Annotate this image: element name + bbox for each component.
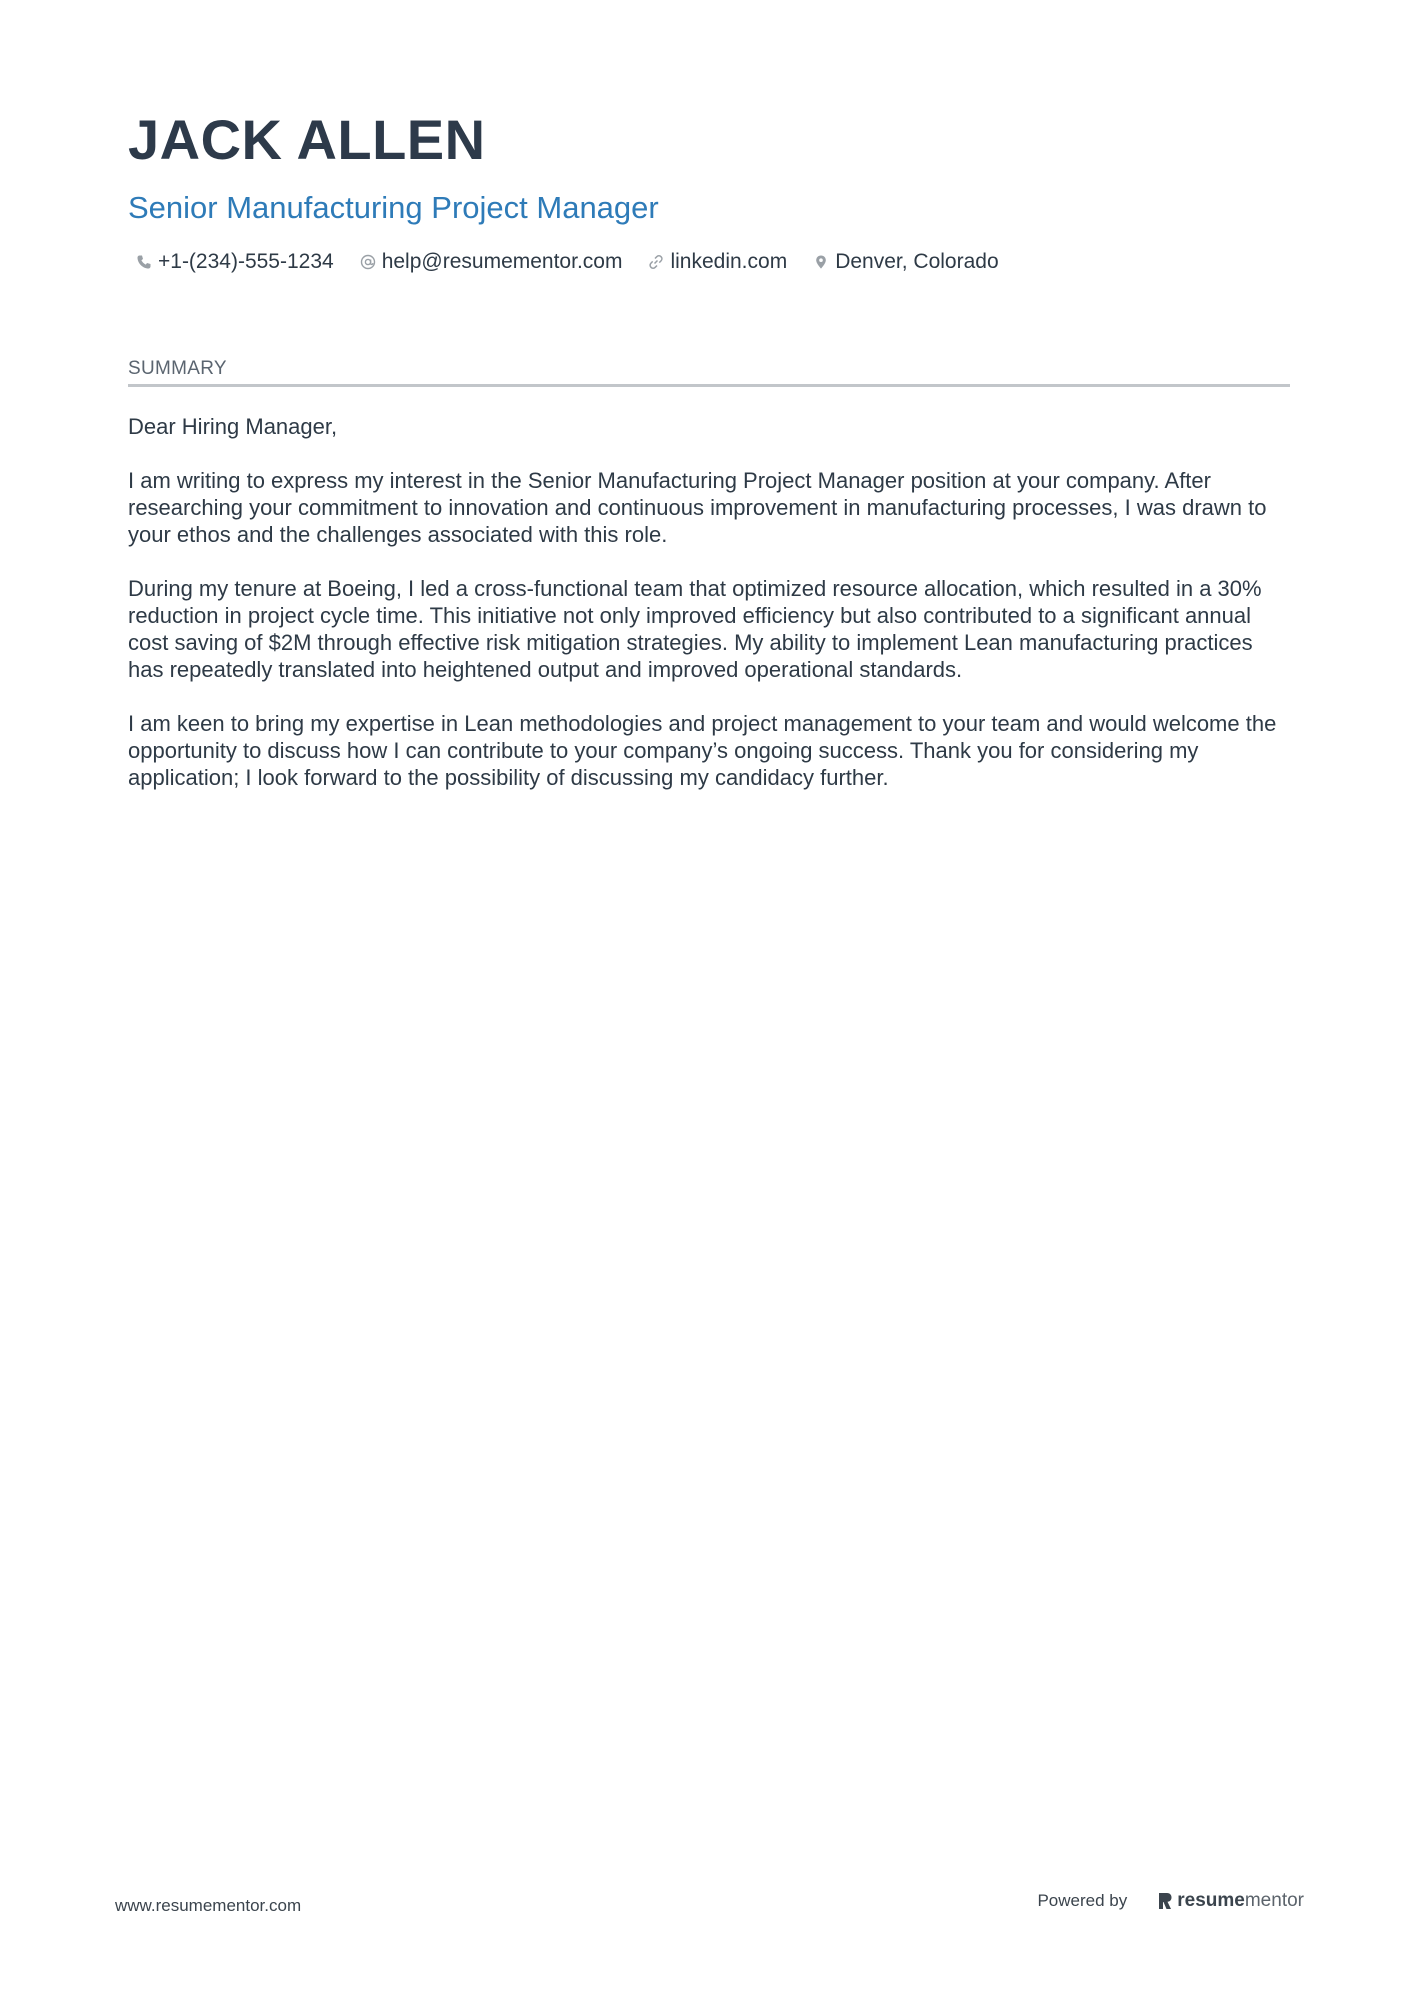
job-title: Senior Manufacturing Project Manager [128,190,659,225]
section-title-summary: SUMMARY [128,358,1290,387]
contact-location [813,250,998,274]
resume-page [128,108,1290,818]
cover-letter-body [128,413,1290,791]
powered-by-label: Powered by [1037,1891,1128,1910]
brand-text-resume: resume [1177,1890,1245,1911]
candidate-name: JACK ALLEN [128,108,486,171]
link-icon [648,254,664,270]
letter-paragraph: I am keen to bring my expertise in Lean methodologies and project management to your team and would welcome the opportunity to discuss how I can contribute to your company’s ongoing success. Thank you for considering my application; I look forward to the possibility of discussing my candidacy further. [128,711,1277,790]
footer-powered-by [1037,1890,1304,1912]
phone-icon [136,254,152,270]
footer-website-link[interactable]: www.resumementor.com [115,1896,302,1915]
resumementor-logo[interactable] [1157,1890,1304,1912]
contact-linkedin-text[interactable]: linkedin.com [670,250,788,273]
contact-email-text[interactable]: help@resumementor.com [381,250,623,273]
contact-linkedin[interactable] [648,250,787,274]
brand-text-mentor: mentor [1244,1890,1304,1911]
contact-phone [136,250,334,274]
contact-email[interactable] [360,250,623,274]
contact-location-text: Denver, Colorado [835,250,999,273]
letter-paragraph: During my tenure at Boeing, I led a cross-functional team that optimized resource allocation, which resulted in a 30% reduction in project cycle time. This initiative not only improved efficiency but also contributed to a significant annual cost saving of $2M through effective risk mitigation strategies. My ability to implement Lean manufacturing practices has repeatedly translated into heightened output and improved operational standards. [128,576,1262,682]
contact-bar [128,250,1290,274]
resumementor-logo-icon [1157,1891,1173,1911]
letter-greeting: Dear Hiring Manager, [128,414,338,439]
contact-phone-text: +1-(234)-555-1234 [158,250,334,273]
location-pin-icon [813,254,829,270]
letter-paragraph: I am writing to express my interest in the Senior Manufacturing Project Manager position at your company. After researching your commitment to innovation and continuous improvement in manufacturing processes, I was drawn to your ethos and the challenges associated with this role. [128,468,1267,547]
at-icon [360,254,376,270]
